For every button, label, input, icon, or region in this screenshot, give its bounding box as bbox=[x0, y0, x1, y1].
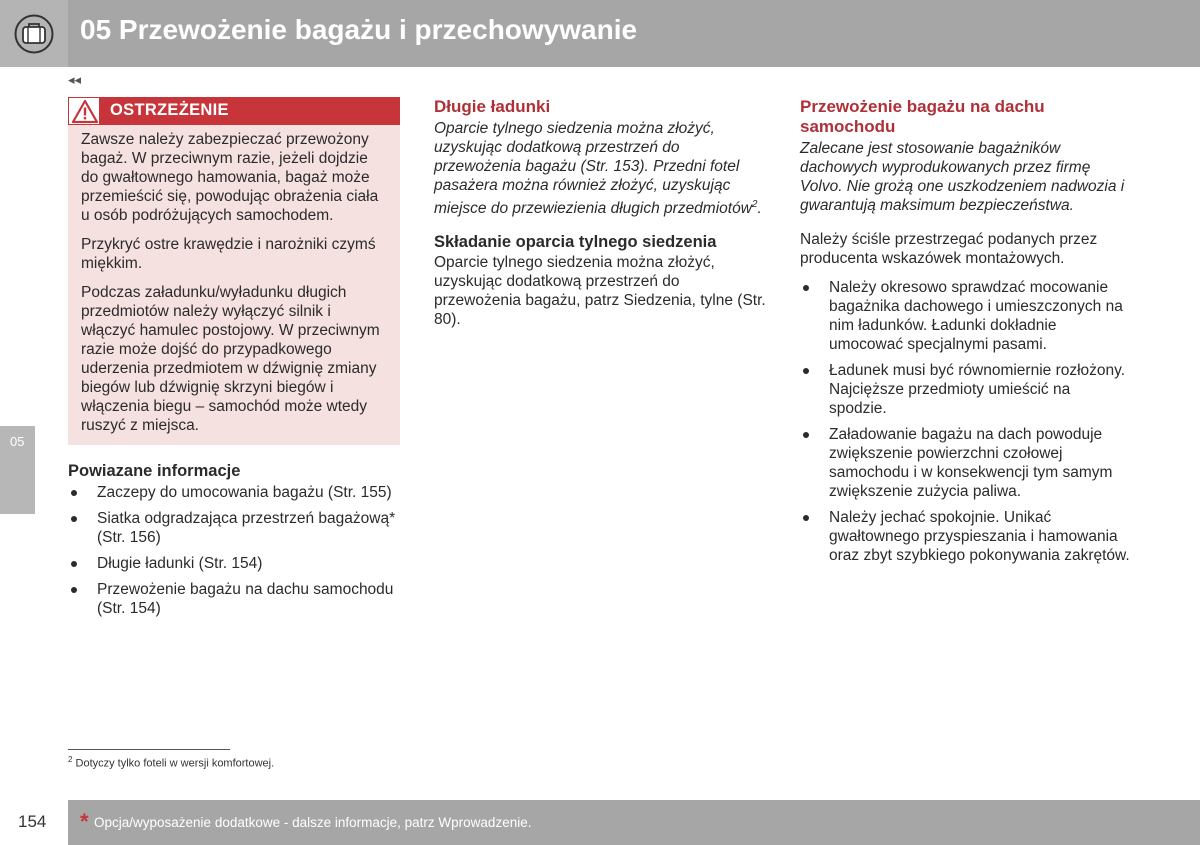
footnote bbox=[68, 755, 274, 770]
related-link[interactable]: Siatka odgradzająca przestrzeń bagażową* (Str. 156) bbox=[68, 509, 400, 547]
chapter-side-tab[interactable] bbox=[0, 426, 35, 514]
warning-paragraph: Podczas załadunku/wyładunku długich przedmiotów należy wyłączyć silnik i włączyć hamulec postojowy. W przeciwnym razie może dojść do przypadkowego uderzenia przedmiotem w dźwignię zmiany biegów lub dźwignię skrzyni biegów i włączenia biegu – samochód może wtedy ruszyć z miejsca. bbox=[81, 284, 380, 434]
list-item: Załadowanie bagażu na dach powoduje zwiększenie powierzchni czołowej samochodu i w konsekwencji tym samym zwiększenie zużycia paliwa. bbox=[800, 425, 1132, 501]
list-item: Należy okresowo sprawdzać mocowanie bagażnika dachowego i umieszczonych na nim ładunków. Ładunki dokładnie umocować specjalnymi pasami. bbox=[800, 278, 1132, 354]
long-loads-intro-text: Oparcie tylnego siedzenia można złożyć, uzyskując dodatkową przestrzeń do przewożenia bagażu (Str. 153). Przedni fotel pasażera można również złożyć, uzyskując miejsce do przewiezienia długich przedmiotów bbox=[434, 120, 752, 218]
warning-header bbox=[68, 97, 400, 125]
long-loads-intro-end: . bbox=[757, 200, 762, 218]
chapter-icon-tab bbox=[0, 0, 68, 67]
column-left bbox=[68, 97, 400, 625]
footnote-ref[interactable]: 2 bbox=[751, 199, 758, 210]
list-item: Należy jechać spokojnie. Unikać gwałtownego przyspieszania i hamowania oraz zbyt szybkiego pokonywania zakrętów. bbox=[800, 508, 1132, 565]
related-link[interactable]: Zaczepy do umocowania bagażu (Str. 155) bbox=[68, 483, 400, 502]
previous-page-arrows-icon[interactable]: ◂◂ bbox=[68, 72, 82, 87]
related-link[interactable]: Przewożenie bagażu na dachu samochodu (Str. 154) bbox=[68, 580, 400, 618]
warning-paragraph: Zawsze należy zabezpieczać przewożony bagaż. W przeciwnym razie, jeżeli dojdzie do gwałtownego hamowania, bagaż może przemieścić się, powodując obrażenia ciała u osób podróżujących samochodem. bbox=[81, 131, 379, 224]
column-right bbox=[800, 97, 1132, 572]
folding-backrest-heading: Składanie oparcia tylnego siedzenia bbox=[434, 233, 717, 252]
roof-transport-heading: Przewożenie bagażu na dachu samochodu bbox=[800, 97, 1045, 136]
option-star-icon: * bbox=[80, 809, 89, 834]
roof-transport-paragraph: Należy ściśle przestrzegać podanych przez producenta wskazówek montażowych. bbox=[800, 231, 1098, 267]
page-title: 05 Przewożenie bagażu i przechowywanie bbox=[80, 14, 638, 45]
page-header bbox=[0, 0, 1200, 67]
related-info-list bbox=[68, 483, 400, 618]
folding-backrest-text: Oparcie tylnego siedzenia można złożyć, uzyskując dodatkową przestrzeń do przewożenia bagażu, patrz Siedzenia, tylne (Str. 80). bbox=[434, 254, 766, 329]
chapter-side-tab-label: 05 bbox=[10, 434, 25, 449]
footer-note: Opcja/wyposażenie dodatkowe - dalsze informacje, patrz Wprowadzenie. bbox=[94, 815, 532, 830]
list-item: Ładunek musi być równomiernie rozłożony. Najcięższe przedmioty umieścić na spodzie. bbox=[800, 361, 1132, 418]
footnote-divider bbox=[68, 749, 230, 750]
page-number: 154 bbox=[18, 812, 47, 831]
warning-body bbox=[68, 125, 400, 445]
luggage-icon bbox=[14, 14, 54, 54]
related-info-heading: Powiazane informacje bbox=[68, 462, 241, 480]
roof-transport-intro: Zalecane jest stosowanie bagażników dachowych wyprodukowanych przez firmę Volvo. Nie grożą one uszkodzeniem nadwozia i gwarantują maksimum bezpieczeństwa. bbox=[800, 140, 1125, 214]
warning-title: OSTRZEŻENIE bbox=[110, 101, 229, 119]
long-loads-heading: Długie ładunki bbox=[434, 97, 551, 116]
column-middle bbox=[434, 97, 766, 329]
warning-triangle-icon bbox=[71, 99, 99, 124]
warning-icon-box bbox=[68, 97, 100, 125]
roof-transport-list bbox=[800, 278, 1132, 565]
long-loads-intro bbox=[434, 119, 766, 218]
footnote-number: 2 bbox=[68, 755, 73, 764]
page-footer bbox=[68, 800, 1200, 845]
footnote-text: Dotyczy tylko foteli w wersji komfortowej. bbox=[72, 757, 275, 770]
warning-paragraph: Przykryć ostre krawędzie i narożniki czymś miękkim. bbox=[81, 236, 376, 272]
related-link[interactable]: Długie ładunki (Str. 154) bbox=[68, 554, 400, 573]
